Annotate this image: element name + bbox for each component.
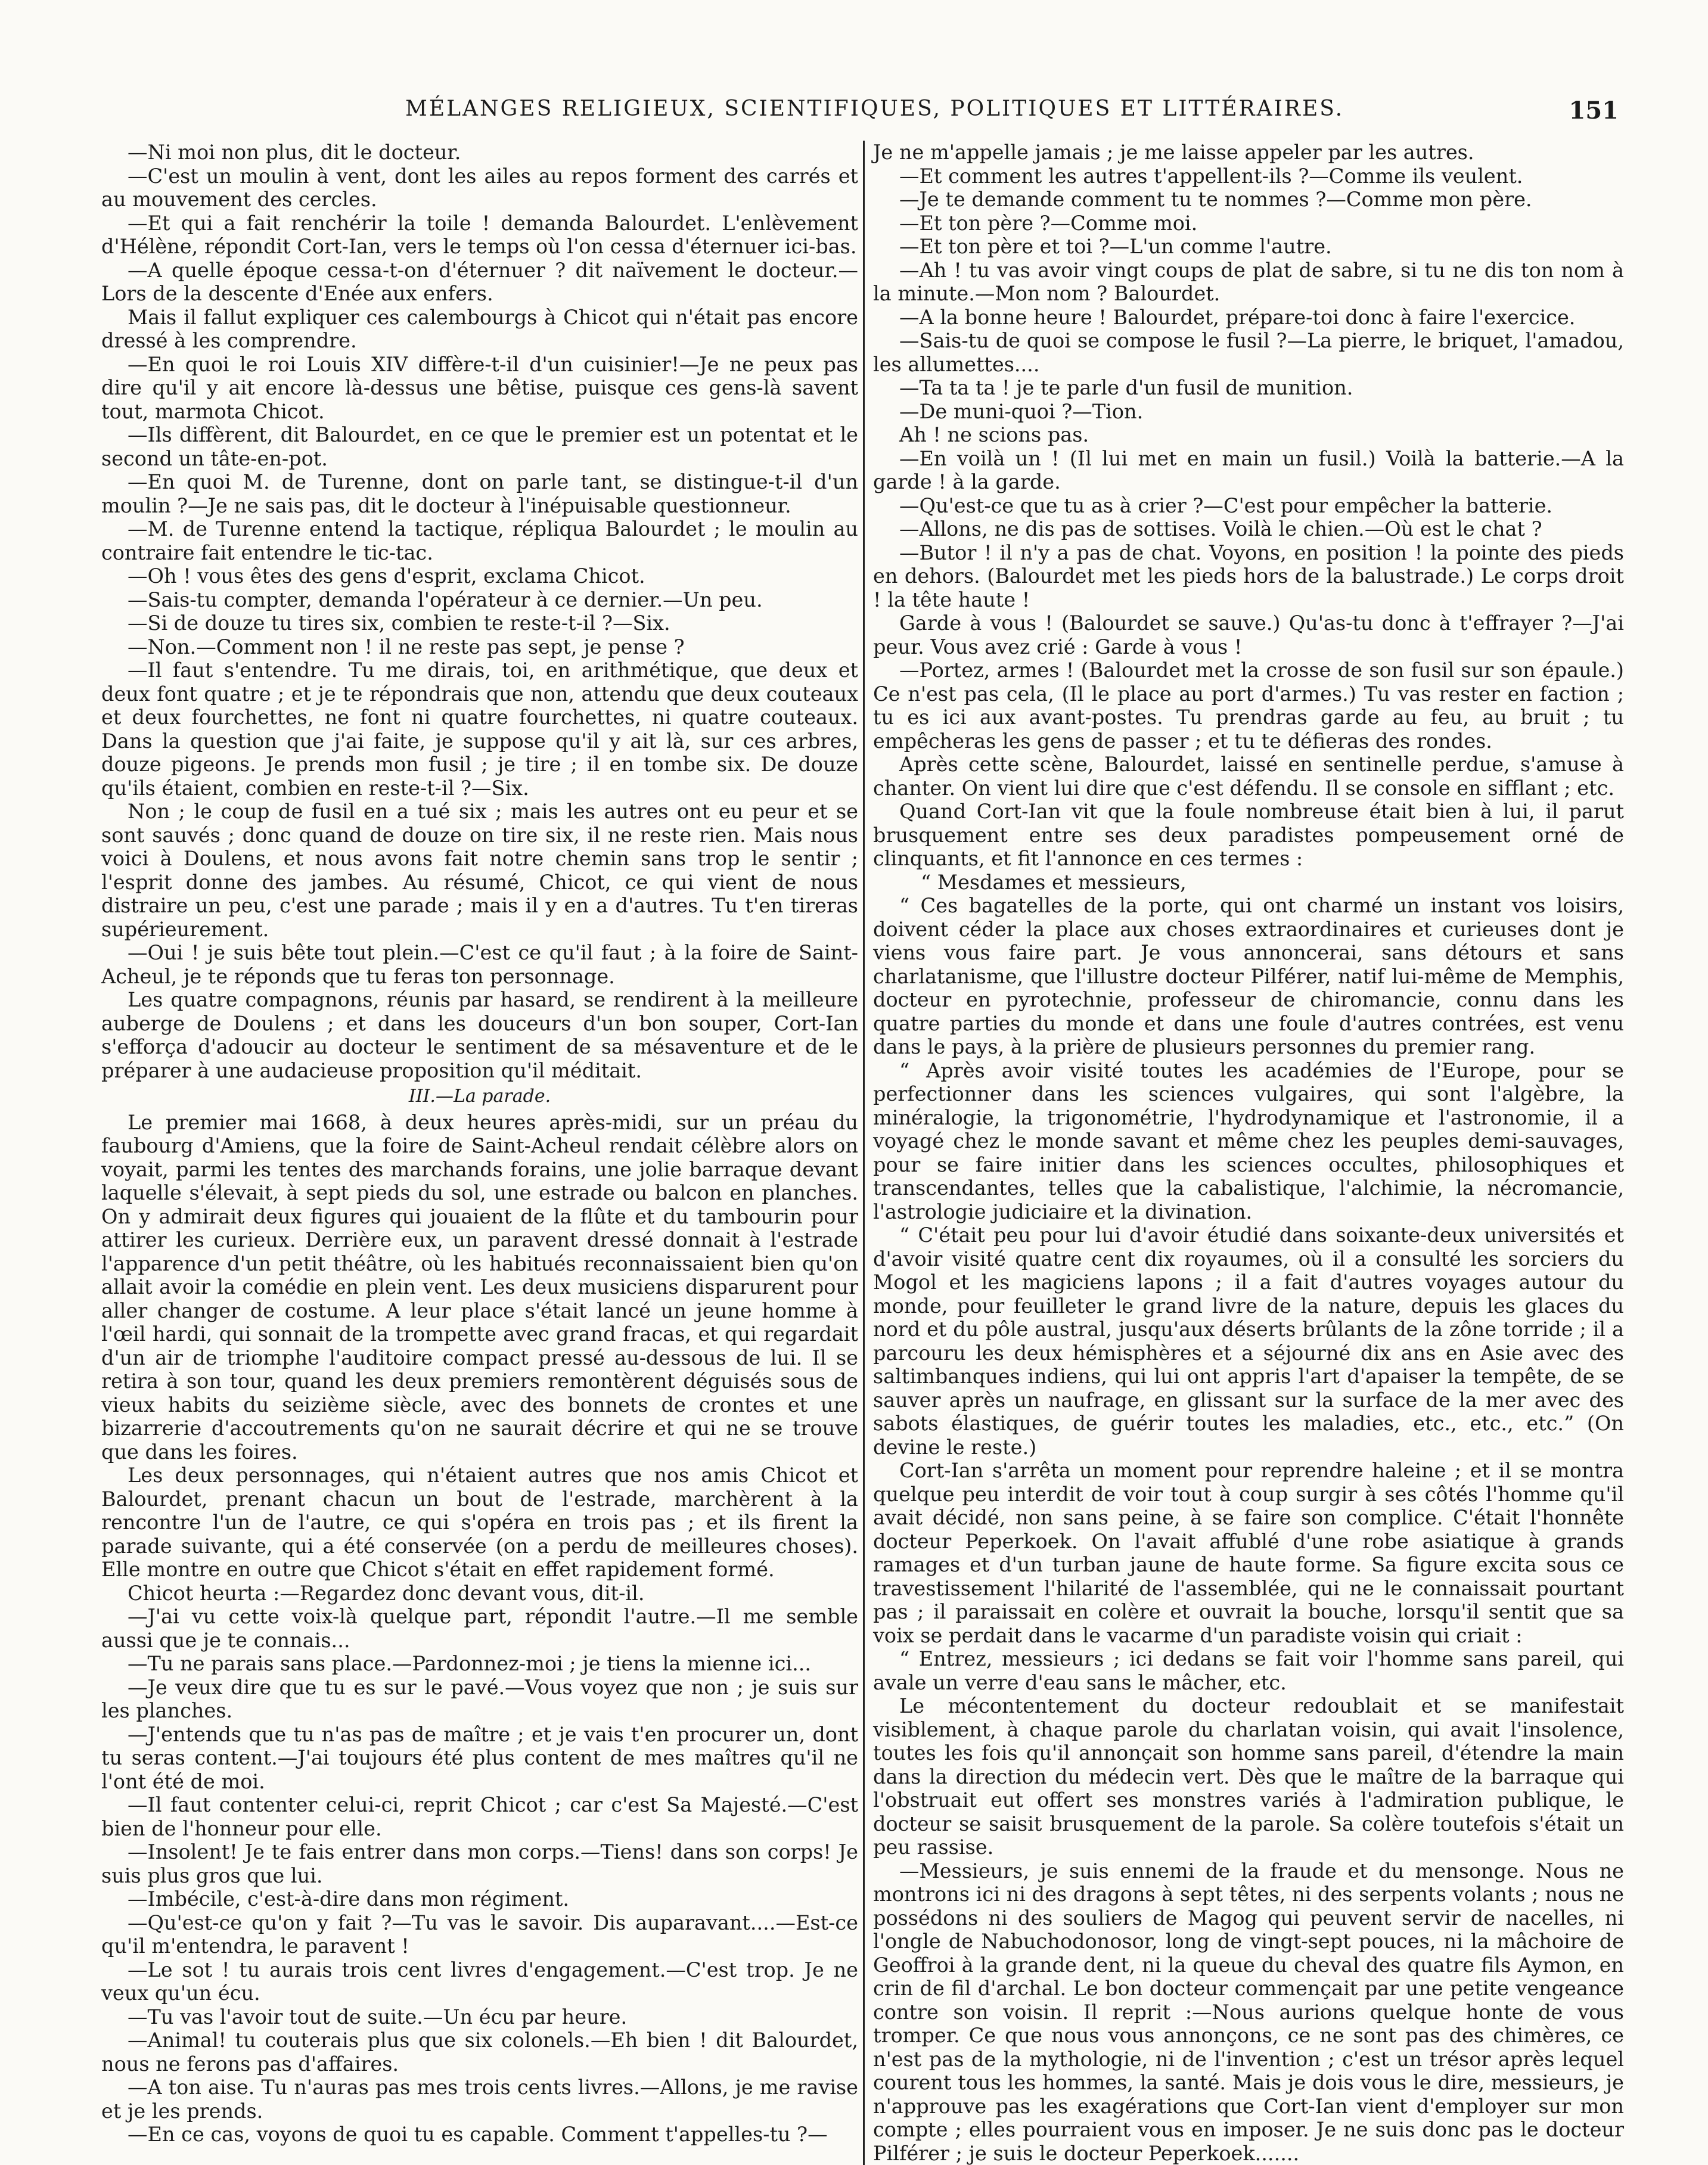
paragraph: —Ta ta ta ! je te parle d'un fusil de munition. [873,376,1624,400]
paragraph: —Je te demande comment tu te nommes ?—Comme mon père. [873,188,1624,212]
paragraph: Non ; le coup de fusil en a tué six ; mais les autres ont eu peur et se sont sauvés ; donc quand de douze on tire six, il ne reste rien. Mais nous voici à Doulens, et nous avons fait notre chemin sans trop le sentir ; l'esprit donne des jambes. Au résumé, Chicot, ce qui vient de nous distraire un peu, c'est une parade ; mais il y en a d'autres. Tu t'en tireras supérieurement. [101,800,858,941]
paragraph: —J'entends que tu n'as pas de maître ; et je vais t'en procurer un, dont tu seras content.—J'ai toujours été plus content de mes maîtres qu'il ne l'ont été de moi. [101,1723,858,1794]
paragraph: —Et ton père ?—Comme moi. [873,212,1624,235]
paragraph: —En voilà un ! (Il lui met en main un fusil.) Voilà la batterie.—A la garde ! à la garde. [873,447,1624,494]
page-header [101,89,1642,137]
page-number: 151 [1569,97,1619,125]
paragraph: —Ah ! tu vas avoir vingt coups de plat de sabre, si tu ne dis ton nom à la minute.—Mon nom ? Balourdet. [873,259,1624,306]
paragraph: Garde à vous ! (Balourdet se sauve.) Qu'as-tu donc à t'effrayer ?—J'ai peur. Vous avez crié : Garde à vous ! [873,611,1624,658]
right-column [863,141,1624,2165]
paragraph: Mais il fallut expliquer ces calembourgs à Chicot qui n'était pas encore dressé à les comprendre. [101,306,858,353]
paragraph: Je ne m'appelle jamais ; je me laisse appeler par les autres. [873,141,1624,164]
paragraph: —Animal! tu couterais plus que six colonels.—Eh bien ! dit Balourdet, nous ne ferons pas d'affaires. [101,2029,858,2076]
paragraph: “ Entrez, messieurs ; ici dedans se fait voir l'homme sans pareil, qui avale un verre d'eau sans le mâcher, etc. [873,1647,1624,1694]
section-heading: III.—La parade. [101,1085,858,1108]
left-column [101,141,863,2165]
paragraph: —Messieurs, je suis ennemi de la fraude et du mensonge. Nous ne montrons ici ni des dragons à sept têtes, ni des serpents volants ; nous ne possédons ni des souliers de Magog qui peuvent servir de nacelles, ni l'ongle de Nabuchodonosor, long de vingt-sept pouces, ni la mâchoire de Geoffroi à la grande dent, ni la queue du cheval des quatre fils Aymon, en crin de fil d'archal. Le bon docteur commençait par une petite vengeance contre son voisin. Il reprit :—Nous aurions quelque honte de vous tromper. Ce que nous vous annonçons, ce ne sont pas des chimères, ce n'est pas de la mythologie, ni de l'invention ; c'est un trésor après lequel courent tous les hommes, la santé. Mais je dois vous le dire, messieurs, je n'approuve pas les exagérations que Cort-Ian vient d'employer sur mon compte ; elles pourraient vous en imposer. Je ne suis donc pas le docteur Pilférer ; je suis le docteur Peperkoek....... [873,1859,1624,2165]
paragraph: Quand Cort-Ian vit que la foule nombreuse était bien à lui, il parut brusquement entre ses deux paradistes pompeusement orné de clinquants, et fit l'annonce en ces termes : [873,800,1624,871]
paragraph: —Qu'est-ce qu'on y fait ?—Tu vas le savoir. Dis auparavant....—Est-ce qu'il m'entendra, le paravent ! [101,1911,858,1958]
paragraph: —A quelle époque cessa-t-on d'éternuer ? dit naïvement le docteur.—Lors de la descente d'Enée aux enfers. [101,259,858,306]
paragraph: —Je veux dire que tu es sur le pavé.—Vous voyez que non ; je suis sur les planches. [101,1676,858,1723]
paragraph: —Oui ! je suis bête tout plein.—C'est ce qu'il faut ; à la foire de Saint-Acheul, je te réponds que tu feras ton personnage. [101,941,858,988]
paragraph: Le mécontentement du docteur redoublait et se manifestait visiblement, à chaque parole du charlatan voisin, qui avait l'insolence, toutes les fois qu'il annonçait son homme sans pareil, d'étendre la main dans la direction du médecin vert. Dès que le maître de la barraque qui l'obstruait eut offert ses monstres variés à l'admiration publique, le docteur se saisit brusquement de la parole. Sa colère toutefois s'était un peu rassise. [873,1694,1624,1859]
paragraph: —Sais-tu compter, demanda l'opérateur à ce dernier.—Un peu. [101,588,858,612]
paragraph: —Imbécile, c'est-à-dire dans mon régiment. [101,1887,858,1911]
paragraph: —A la bonne heure ! Balourdet, prépare-toi donc à faire l'exercice. [873,306,1624,330]
paragraph: Après cette scène, Balourdet, laissé en sentinelle perdue, s'amuse à chanter. On vient lui dire que c'est défendu. Il se console en sifflant ; etc. [873,753,1624,800]
paragraph: —J'ai vu cette voix-là quelque part, répondit l'autre.—Il me semble aussi que je te connais... [101,1605,858,1652]
paragraph: —Tu ne parais sans place.—Pardonnez-moi ; je tiens la mienne ici... [101,1652,858,1676]
paragraph: —Oh ! vous êtes des gens d'esprit, exclama Chicot. [101,564,858,588]
paragraph: —Non.—Comment non ! il ne reste pas sept, je pense ? [101,635,858,659]
paragraph: “ Ces bagatelles de la porte, qui ont charmé un instant vos loisirs, doivent céder la place aux choses extraordinaires et curieuses dont je viens vous faire part. Je vous annoncerai, sans détours et sans charlatanisme, que l'illustre docteur Pilférer, natif lui-même de Memphis, docteur en pyrotechnie, professeur de chiromancie, connu dans les quatre parties du monde et dans une foule d'autres contrées, est venu dans le pays, à la prière de plusieurs personnes du premier rang. [873,894,1624,1059]
paragraph: —Ils diffèrent, dit Balourdet, en ce que le premier est un potentat et le second un tâte-en-pot. [101,423,858,470]
paragraph: —Le sot ! tu aurais trois cent livres d'engagement.—C'est trop. Je ne veux qu'un écu. [101,1958,858,2005]
paragraph: —Et qui a fait renchérir la toile ! demanda Balourdet. L'enlèvement d'Hélène, répondit Cort-Ian, vers le temps où l'on cessa d'éternuer ici-bas. [101,212,858,259]
paragraph: —Sais-tu de quoi se compose le fusil ?—La pierre, le briquet, l'amadou, les allumettes.... [873,329,1624,376]
paragraph: —Portez, armes ! (Balourdet met la crosse de son fusil sur son épaule.) Ce n'est pas cela, (Il le place au port d'armes.) Tu vas rester en faction ; tu es ici aux avant-postes. Tu prendras garde au feu, au bruit ; tu empêcheras les gens de passer ; et tu te défieras des rondes. [873,658,1624,753]
paragraph: —Ni moi non plus, dit le docteur. [101,141,858,164]
paragraph: —M. de Turenne entend la tactique, répliqua Balourdet ; le moulin au contraire fait entendre le tic-tac. [101,517,858,564]
paragraph: Cort-Ian s'arrêta un moment pour reprendre haleine ; et il se montra quelque peu interdit de voir tout à coup surgir à ses côtés l'homme qu'il avait décidé, non sans peine, à se faire son complice. C'était l'honnête docteur Peperkoek. On l'avait affublé d'une robe asiatique à grands ramages et d'un turban jaune de haute forme. Sa figure excita sous ce travestissement l'hilarité de l'assemblée, qui ne le connaissait pourtant pas ; il paraissait en colère et ouvrait la bouche, lorsqu'il sentit que sa voix se perdait dans le vacarme d'un paradiste voisin qui criait : [873,1459,1624,1647]
paragraph: —Allons, ne dis pas de sottises. Voilà le chien.—Où est le chat ? [873,517,1624,541]
paragraph: —En quoi le roi Louis XIV diffère-t-il d'un cuisinier!—Je ne peux pas dire qu'il y ait encore là-dessus une bêtise, puisque ces gens-là savent tout, marmota Chicot. [101,353,858,424]
running-title: MÉLANGES RELIGIEUX, SCIENTIFIQUES, POLITIQUES ET LITTÉRAIRES. [405,97,1344,121]
paragraph: Le premier mai 1668, à deux heures après-midi, sur un préau du faubourg d'Amiens, que la foire de Saint-Acheul rendait célèbre alors on voyait, parmi les tentes des marchands forains, une jolie barraque devant laquelle s'élevait, à sept pieds du sol, une estrade ou balcon en planches. On y admirait deux figures qui jouaient de la flûte et du tambourin pour attirer les curieux. Derrière eux, un paravent dressé donnait à l'estrade l'apparence d'un petit théâtre, où les habitués reconnaissaient bien qu'on allait avoir la comédie en plein vent. Les deux musiciens disparurent pour aller changer de costume. A leur place s'était lancé un jeune homme à l'œil hardi, qui sonnait de la trompette avec grand fracas, et qui regardait d'un air de triomphe l'auditoire compact pressé au-dessous de lui. Il se retira à son tour, quand les deux premiers remontèrent déguisés sous de vieux habits du seizième siècle, avec des bonnets de crontes et une bizarrerie d'accoutrements qu'on ne saurait décrire et qui ne se trouve que dans les foires. [101,1111,858,1464]
paragraph: “ Après avoir visité toutes les académies de l'Europe, pour se perfectionner dans les sciences vulgaires, qui sont l'algèbre, la minéralogie, la trigonométrie, l'hydrodynamique et l'astronomie, il a voyagé chez le monde savant et même chez les peuples demi-sauvages, pour se faire initier dans les sciences occultes, philosophiques et transcendantes, telles que la cabalistique, l'alchimie, la nécromancie, l'astrologie judiciaire et la divination. [873,1059,1624,1224]
paragraph: “ Mesdames et messieurs, [873,871,1624,894]
paragraph: —Qu'est-ce que tu as à crier ?—C'est pour empêcher la batterie. [873,494,1624,518]
paragraph: Ah ! ne scions pas. [873,423,1624,447]
paragraph: Les deux personnages, qui n'étaient autres que nos amis Chicot et Balourdet, prenant chacun un bout de l'estrade, marchèrent à la rencontre l'un de l'autre, ce qui s'opéra en trois pas ; et ils firent la parade suivante, qui a été conservée (on a perdu de meilleures choses). Elle montre en outre que Chicot s'était en effet rapidement formé. [101,1464,858,1582]
paragraph: —En quoi M. de Turenne, dont on parle tant, se distingue-t-il d'un moulin ?—Je ne sais pas, dit le docteur à l'inépuisable questionneur. [101,470,858,517]
paragraph: —Il faut contenter celui-ci, reprit Chicot ; car c'est Sa Majesté.—C'est bien de l'honneur pour elle. [101,1793,858,1840]
paragraph: —Et ton père et toi ?—L'un comme l'autre. [873,235,1624,259]
paragraph: —Et comment les autres t'appellent-ils ?—Comme ils veulent. [873,164,1624,188]
paragraph: —En ce cas, voyons de quoi tu es capable. Comment t'appelles-tu ?— [101,2123,858,2147]
paragraph: “ C'était peu pour lui d'avoir étudié dans soixante-deux universités et d'avoir visité quatre cent dix royaumes, où il a consulté les sorciers du Mogol et les magiciens lapons ; il a fait d'autres voyages autour du monde, pour feuilleter le grand livre de la nature, depuis les glaces du nord et du pôle austral, jusqu'aux déserts brûlants de la zône torride ; il a parcouru les deux hémisphères et a séjourné dix ans en Asie avec des saltimbanques indiens, qui lui ont appris l'art d'apaiser la tempête, de se sauver après un naufrage, en glissant sur la surface de la mer avec des sabots élastiques, de guérir toutes les maladies, etc., etc., etc.” (On devine le reste.) [873,1223,1624,1459]
paragraph: Chicot heurta :—Regardez donc devant vous, dit-il. [101,1582,858,1605]
paragraph: Les quatre compagnons, réunis par hasard, se rendirent à la meilleure auberge de Doulens ; et dans les douceurs d'un bon souper, Cort-Ian s'efforça d'adoucir au docteur le sentiment de sa mésaventure et de le préparer à une audacieuse proposition qu'il méditait. [101,988,858,1082]
text-columns [101,141,1642,2165]
paragraph: —Butor ! il n'y a pas de chat. Voyons, en position ! la pointe des pieds en dehors. (Balourdet met les pieds hors de la balustrade.) Le corps droit ! la tête haute ! [873,541,1624,612]
paragraph: —A ton aise. Tu n'auras pas mes trois cents livres.—Allons, je me ravise et je les prends. [101,2076,858,2123]
paragraph: —C'est un moulin à vent, dont les ailes au repos forment des carrés et au mouvement des cercles. [101,164,858,212]
paragraph: —Il faut s'entendre. Tu me dirais, toi, en arithmétique, que deux et deux font quatre ; et je te répondrais que non, attendu que deux couteaux et deux fourchettes, ne font ni quatre fourchettes, ni quatre couteaux. Dans la question que j'ai faite, je suppose qu'il y ait là, sur ces arbres, douze pigeons. Je prends mon fusil ; je tire ; il en tombe six. De douze qu'ils étaient, combien en reste-t-il ?—Six. [101,658,858,800]
paragraph: —De muni-quoi ?—Tion. [873,400,1624,424]
paragraph: —Si de douze tu tires six, combien te reste-t-il ?—Six. [101,611,858,635]
paragraph: —Insolent! Je te fais entrer dans mon corps.—Tiens! dans son corps! Je suis plus gros que lui. [101,1840,858,1887]
paragraph: —Tu vas l'avoir tout de suite.—Un écu par heure. [101,2005,858,2029]
